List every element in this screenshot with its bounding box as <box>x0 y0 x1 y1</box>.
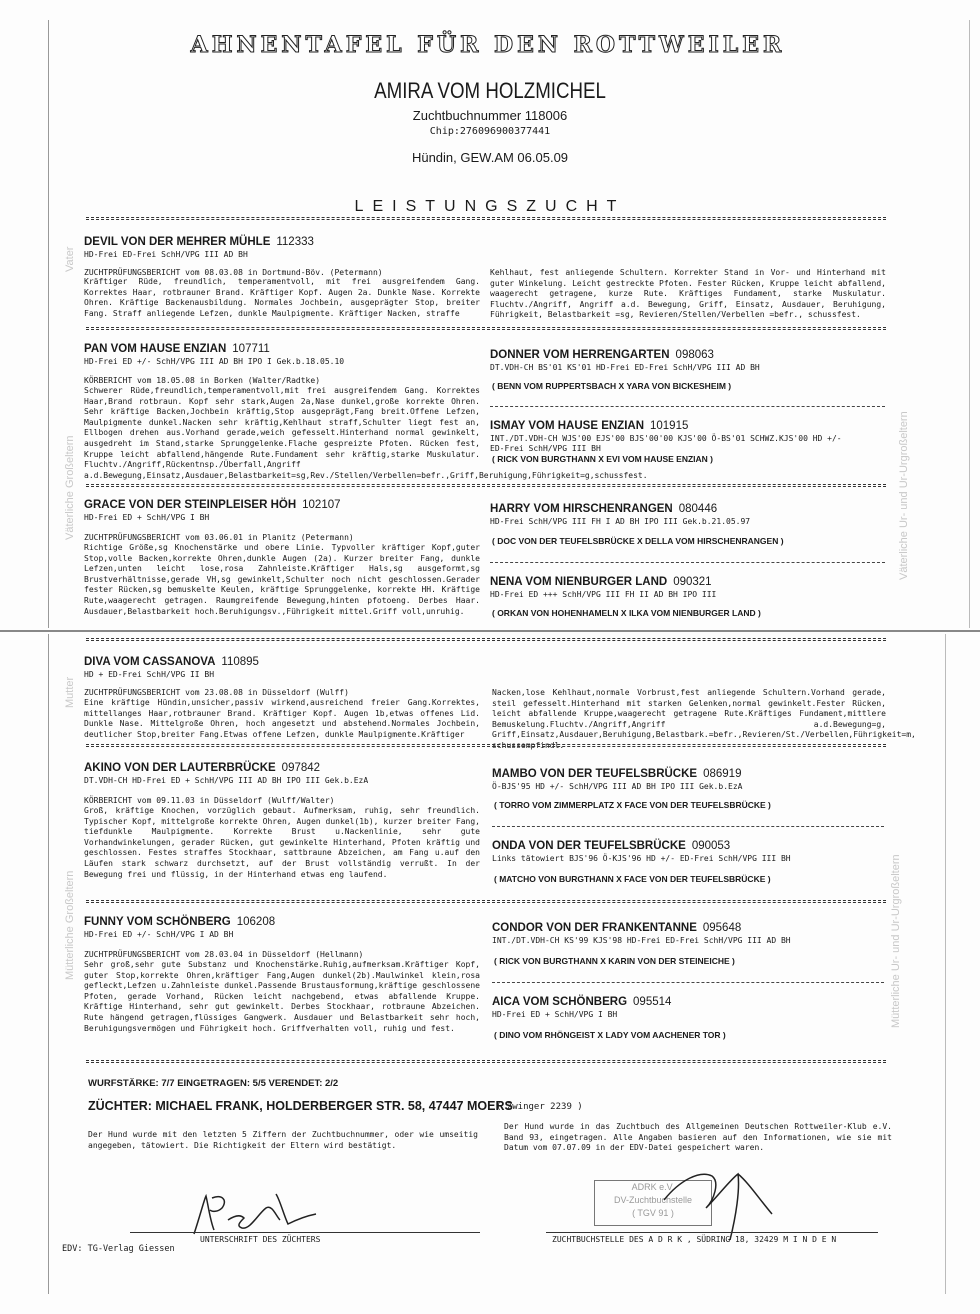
great-granddam-3-number: 090053 <box>691 840 731 852</box>
breeder-address: ZÜCHTER: MICHAEL FRANK, HOLDERBERGER STR. 58, 47447 MOERS <box>88 1099 513 1113</box>
sire-report-text-right: Kehlhaut, fest anliegende Schultern. Korrekter Stand in Vor- und Hinterhand mit guter Winkelung. Leicht gestreckte Pfoten. Fester Rücken, Kruppe leicht abfallend, waagerecht getragene, kurze Rute. Kräftiges Fundament, starke Muskulatur. Fluchtv./Angriff, Angriff a.d. Bewegung, Griff, Einsatz, Ausdauer, Beruhigung, Führigkeit, Belastbarkeit =sg, Revieren/Stellen/Verbellen =befr., schussfest. <box>490 268 886 320</box>
great-grandsire-4-name-text: CONDOR VON DER FRANKENTANNE <box>492 922 697 934</box>
great-grandsire-1-parents: ( BENN VOM RUPPERTSBACH X YARA VON BICKESHEIM ) <box>492 381 732 391</box>
divider <box>86 217 886 220</box>
great-granddam-1-number: 101915 <box>650 420 689 432</box>
divider <box>86 1060 886 1063</box>
paternal-granddam-number: 102107 <box>302 499 341 511</box>
registrar-signature-line <box>546 1232 878 1233</box>
great-grandsire-1-titles: DT.VDH-CH BS'01 KS'01 HD-Frei ED-Frei SchH/VPG III AD BH <box>490 363 760 372</box>
great-grandsire-2-number: 080446 <box>678 503 718 515</box>
paternal-grandsire-name-text: PAN VOM HAUSE ENZIAN <box>84 343 227 355</box>
divider <box>86 900 886 903</box>
great-grandsire-3-name-text: MAMBO VON DER TEUFELSBRÜCKE <box>492 768 698 780</box>
side-label-vaeterliche-ur: Väterliche Ur- und Ur-Urgroßeltern <box>898 411 910 580</box>
divider <box>490 406 885 407</box>
maternal-granddam-name-text: FUNNY VOM SCHÖNBERG <box>84 916 231 928</box>
divider <box>490 562 885 563</box>
great-granddam-2-parents: ( ORKAN VON HOHENHAMELN X ILKA VOM NIENBURGER LAND ) <box>492 608 761 618</box>
paternal-grandsire-number: 107711 <box>232 343 270 355</box>
great-granddam-4-number: 095514 <box>633 996 672 1008</box>
dam-name-text: DIVA VOM CASSANOVA <box>84 656 216 668</box>
great-grandsire-1-name <box>490 349 714 361</box>
zuchtbuchnummer: Zuchtbuchnummer 118006 <box>412 108 568 123</box>
paternal-granddam-name <box>84 499 341 511</box>
great-granddam-1-titles-2: ED-Frei SchH/VPG III BH <box>490 444 601 453</box>
great-grandsire-2-name <box>490 503 717 515</box>
great-granddam-2-titles: HD-Frei ED +++ SchH/VPG III FH II AD BH IPO III <box>490 590 717 599</box>
great-grandsire-3-number: 086919 <box>703 768 742 780</box>
chip-number: Chip:276096900377441 <box>429 126 551 137</box>
great-granddam-2-number: 090321 <box>673 576 712 588</box>
maternal-grandsire-titles: DT.VDH-CH HD-Frei ED + SchH/VPG III AD BH IPO III Gek.b.EzA <box>84 776 369 785</box>
stamp-line-2: DV-Zuchtbuchstelle <box>613 1195 693 1205</box>
paternal-grandsire-report-heading: KÖRBERICHT vom 18.05.08 in Borken (Walter/Radtke) <box>84 376 321 385</box>
maternal-granddam-report-text: Sehr groß,sehr gute Substanz und Knochenstärke.Ruhig,aufmerksam.Kräftiger Kopf, guter Stop,korrekte Ohren,kräftiger Fang,Augen dunkel(2b).Maulwinkel klein,rosa gefleckt,Lefzen u.Zahnleiste dunkel.Passende Brustausformung,kräftige geschlossene Pfoten, gerade Vorhand, Rücken leicht nachgebend, etwas abfallende Kruppe. Kräftige Hinterhand, sehr gut gewinkelt. Derbes Stockhaar, rotbraune Abzeichen. Rute hängend getragen,flüssiges Gangwerk. Ausdauer und Belastbarkeit sehr hoch, Beruhigungsvermögen und Führigkeit hoch. Griffverhalten voll, ruhig und fest. <box>84 960 480 1033</box>
maternal-grandsire-report-heading: KÖRBERICHT vom 09.11.03 in Düsseldorf (Wulff/Walter) <box>84 796 335 805</box>
great-grandsire-2-titles: HD-Frei SchH/VPG III FH I AD BH IPO III Gek.b.21.05.97 <box>490 517 751 526</box>
printer-note: EDV: TG-Verlag Giessen <box>62 1244 175 1254</box>
sire-titles: HD-Frei ED-Frei SchH/VPG III AD BH <box>84 250 248 259</box>
great-granddam-3-name-text: ONDA VON DER TEUFELSBRÜCKE <box>492 840 686 852</box>
paternal-granddam-titles: HD-Frei ED + SchH/VPG I BH <box>84 513 210 522</box>
great-grandsire-4-number: 095648 <box>702 922 742 934</box>
great-grandsire-1-number: 098063 <box>675 349 714 361</box>
paternal-granddam-report-heading: ZUCHTPRÜFUNGSBERICHT vom 03.06.01 in Planitz (Petermann) <box>84 533 354 542</box>
stamp-line-3: ( TGV 91 ) <box>632 1208 674 1218</box>
divider <box>86 638 886 641</box>
divider <box>86 744 886 747</box>
great-granddam-4-name-text: AICA VOM SCHÖNBERG <box>492 996 628 1008</box>
side-label-vaeterliche-grosseltern: Väterliche Großeltern <box>64 435 76 540</box>
great-granddam-1-parents: ( RICK VON BURGTHANN X EVI VOM HAUSE ENZIAN ) <box>492 454 714 464</box>
side-label-vater: Vater <box>64 246 76 272</box>
great-grandsire-2-parents: ( DOC VON DER TEUFELSBRÜCKE X DELLA VOM HIRSCHENRANGEN ) <box>492 536 784 546</box>
sire-report-text-left: Kräftiger Rüde, freundlich, temperamentvoll, mit frei ausgreifendem Gang. Korrektes Haar, rotbrauner Brand. Kräftiger Kopf. Augen 2a. Dunkle Nase. Korrekte Ohren. Kräftige Backenausbildung. Normales Jochbein, ausgeprägter Stop, breiter Fang. Straff anliegende Lefzen, dunkle Maulpigmente. Kräftiger Nacken, straffe <box>84 277 480 318</box>
dam-report-heading: ZUCHTPRÜFUNGSBERICHT vom 23.08.08 in Düsseldorf (Wulff) <box>84 688 349 697</box>
litter-statistics: WURFSTÄRKE: 7/7 EINGETRAGEN: 5/5 VERENDET: 2/2 <box>88 1078 339 1089</box>
great-granddam-4-titles: HD-Frei ED + SchH/VPG I BH <box>492 1010 618 1019</box>
great-grandsire-3-name <box>492 768 741 780</box>
maternal-granddam-titles: HD-Frei ED +/- SchH/VPG I AD BH <box>84 930 234 939</box>
great-granddam-1-name-text: ISMAY VOM HAUSE ENZIAN <box>490 420 644 432</box>
great-grandsire-2-name-text: HARRY VOM HIRSCHENRANGEN <box>490 503 673 515</box>
maternal-grandsire-name-text: AKINO VON DER LAUTERBRÜCKE <box>84 762 276 774</box>
great-grandsire-4-name <box>492 922 741 934</box>
great-granddam-2-name <box>490 576 712 588</box>
maternal-grandsire-name <box>84 762 320 774</box>
great-granddam-3-parents: ( MATCHO VON BURGTHANN X FACE VON DER TEUFELSBRÜCKE ) <box>494 874 771 884</box>
maternal-grandsire-report-text: Groß, kräftige Knochen, vorzüglich gebaut. Aufmerksam, ruhig, sehr freundlich. Typischer Kopf, mittelgroße korrekte Ohren, Augen dunkel(1b), kurzer breiter Fang, tiefdunkle Maulpigmente. Korrekte Brust u.Nackenlinie, sehr gute Vorhandwinkelungen, gerader Rücken, gut gewinkelte Hinterhand, Pfoten kräftig und geschlossen. Festes straffes Stockhaar, sattbraune Abzeichen, am Fang u.auf den Läufen stark schwarz durchsetzt, auf der Brust vollständig verrußt. In der Bewegung frei und flüssig, in der Hinterhand etwas eng laufend. <box>84 806 480 879</box>
great-granddam-1-titles: INT./DT.VDH-CH WJS'00 EJS'00 BJS'00'00 KJS'00 Ö-BS'01 SCHWZ.KJS'00 HD +/- <box>490 434 842 443</box>
divider <box>492 826 884 827</box>
studbook-entry-text: Der Hund wurde in das Zuchtbuch des Allgemeinen Deutschen Rottweiler-Klub e.V. Band 93, eingetragen. Alle Angaben basieren auf den Informationen, wie sie mit Datum vom 07.07.09 in der EDV-Datei gespeichert waren. <box>504 1122 892 1153</box>
breeder-signature-icon <box>188 1186 328 1242</box>
great-granddam-3-name <box>492 840 730 852</box>
side-label-muetterliche-grosseltern: Mütterliche Großeltern <box>64 870 76 980</box>
great-grandsire-1-name-text: DONNER VOM HERRENGARTEN <box>490 349 670 361</box>
great-grandsire-4-parents: ( RICK VON BURGTHANN X KARIN VON DER STEINEICHE ) <box>494 956 735 966</box>
maternal-granddam-number: 106208 <box>236 916 276 928</box>
breeding-category: LEISTUNGSZUCHT <box>354 198 626 215</box>
divider <box>86 484 886 487</box>
breeder-signature-label: UNTERSCHRIFT DES ZÜCHTERS <box>200 1235 321 1244</box>
paternal-granddam-report-text: Richtige Größe,sg Knochenstärke und obere Linie. Typvoller kräftiger Kopf,guter Stop,volle Backen,korrekte Ohren,dunkle Augen (2a). Kurzer breiter Fang, dunkle Lefzen,unten leicht lose,rosa Zahnleiste.Kräftiger Hals,sg ausgeformt,sg Brustverhältnisse,gerade VH,sg gewinkelt,Schulter noch nicht geschlossen.Gerader fester Rücken,sg bemuskelte Keulen, kräftige Sprunggelenke, korrekte HH. Kräftige Rute,waagerecht getragen. Raumgreifende Bewegung,hinten pfotoeng. Derbes Haar. Ausdauer,Belastbarkeit hoch.Beruhigungsv.,Führigkeit mittel.Griff voll,unruhig. <box>84 543 480 616</box>
dam-name <box>84 656 259 668</box>
breeder-signature-line <box>130 1232 480 1233</box>
side-label-muetterliche-ur: Mütterliche Ur- und Ur-Urgroßeltern <box>890 854 902 1028</box>
paternal-grandsire-name <box>84 343 270 355</box>
sire-report-heading: ZUCHTPRÜFUNGSBERICHT vom 08.03.08 in Dortmund-Böv. (Petermann) <box>84 268 383 277</box>
dog-name: AMIRA VOM HOLZMICHEL <box>374 78 606 103</box>
side-label-mutter: Mutter <box>64 676 76 708</box>
dam-report-text-left: Eine kräftige Hündin,unsicher,passiv wirkend,ausreichend freier Gang.Korrektes, mittellanges Haar,rotbrauner Brand. Kräftiger Kopf. Augen 1b,etwas offenes Lid. Dunkle Nase. Mittelgroße Ohren, hoch angesetzt und abstehend.Normales Jochbein, deutlicher Stop,breiter Fang.Etwas offene Lefzen, dunkle Maulpigmente.Kräftiger <box>84 698 480 739</box>
stamp-line-1: ADRK e.V. <box>631 1182 675 1192</box>
divider <box>86 327 886 330</box>
great-granddam-2-name-text: NENA VOM NIENBURGER LAND <box>490 576 668 588</box>
paternal-grandsire-report-text: Schwerer Rüde,freundlich,temperamentvoll,mit frei ausgreifendem Gang. Korrektes Haar,Brand rotbraun. Kopf sehr stark,Augen 2a,Nase dunkel,große korrekte Ohren. Sehr kräftige Backen,Jochbein kräftig,Stop ausgeprägt,Fang breit.Offene Lefzen, Maulpigmente dunkel.Nacken sehr kräftig,Kehlhaut straff,Schulter liegt fest an, Ellbogen drehen aus.Vorhand gerade,weich gefesselt.Hinterhand normal gewinkelt, ausgedreht im Stand,starke Sprunggelenke.Flache gespreizte Pfoten. Rücken fest, Kruppe leicht abfallend,hängende Rute.Fundament sehr kräftig,starke Muskulatur. Fluchtv./Angriff,Rückentnsp./Überfall,Angriff a.d.Bewegung,Einsatz,Ausdauer,Belastbarkeit=sg,Rev./Stellen/Verbellen=befr.,Griff,Beruhigung,Führigkeit=g,schussfest. <box>84 386 648 480</box>
great-grandsire-3-titles: Ö-BJS'95 HD +/- SchH/VPG III AD BH IPO III Gek.b.EzA <box>492 782 743 791</box>
maternal-granddam-name <box>84 916 275 928</box>
page-divider <box>0 630 980 632</box>
great-grandsire-3-parents: ( TORRO VOM ZIMMERPLATZ X FACE VON DER TEUFELSBRÜCKE ) <box>494 800 771 810</box>
great-grandsire-4-titles: INT./DT.VDH-CH KS'99 KJS'98 HD-Frei ED-Frei SchH/VPG III AD BH <box>492 936 791 945</box>
great-granddam-1-name <box>490 420 688 432</box>
great-granddam-3-titles: Links tätowiert BJS'96 Ö-KJS'96 HD +/- ED-Frei SchH/VPG III BH <box>492 854 791 863</box>
sire-number: 112333 <box>276 236 314 248</box>
sex-and-birthdate: Hündin, GEW.AM 06.05.09 <box>411 150 569 165</box>
great-granddam-4-parents: ( DINO VOM RHÖNGEIST X LADY VOM AACHENER TOR ) <box>494 1030 726 1040</box>
kennel-number: ( Zwinger 2239 ) <box>496 1102 583 1112</box>
tattoo-confirmation-text: Der Hund wurde mit den letzten 5 Ziffern der Zuchtbuchnummer, oder wie umseitig angegeben, tätowiert. Die Richtigkeit der Eltern wird bestätigt. <box>88 1130 478 1150</box>
paternal-granddam-name-text: GRACE VON DER STEINPLEISER HÖH <box>84 499 297 511</box>
paternal-grandsire-titles: HD-Frei ED +/- SchH/VPG III AD BH IPO I Gek.b.18.05.10 <box>84 357 345 366</box>
sire-name-text: DEVIL VON DER MEHRER MÜHLE <box>84 236 271 248</box>
registrar-signature-label: ZUCHTBUCHSTELLE DES A D R K , SÜDRING 18, 32429 M I N D E N <box>552 1235 837 1244</box>
dam-report-text-right: Nacken,lose Kehlhaut,normale Vorbrust,fest anliegende Schultern.Vorhand gerade, steil gefesselt.Hinterhand mit starken Gelenken,normal gewinkelt.Fester Rücken, leicht abfallende Kruppe,waagerecht getragene Rute.Kräftiges Fundament,mittlere Bemuskelung.Fluchtv./Angriff,Angriff a.d.Bewegung=g, Griff,Einsatz,Ausdauer,Beruhigung,Belastbark.=befr.,Revieren/St./Verbellen,Führigkeit=m, schussempfindl. <box>492 688 916 750</box>
divider <box>492 982 884 983</box>
sire-name <box>84 236 314 248</box>
document-title: AHNENTAFEL FÜR DEN ROTTWEILER <box>190 32 786 58</box>
maternal-granddam-report-heading: ZUCHTPRÜFUNGSBERICHT vom 28.03.04 in Düsseldorf (Hellmann) <box>84 950 364 959</box>
dam-titles: HD + ED-Frei SchH/VPG II BH <box>84 670 215 679</box>
dam-number: 110895 <box>221 656 259 668</box>
great-granddam-4-name <box>492 996 671 1008</box>
maternal-grandsire-number: 097842 <box>281 762 321 774</box>
